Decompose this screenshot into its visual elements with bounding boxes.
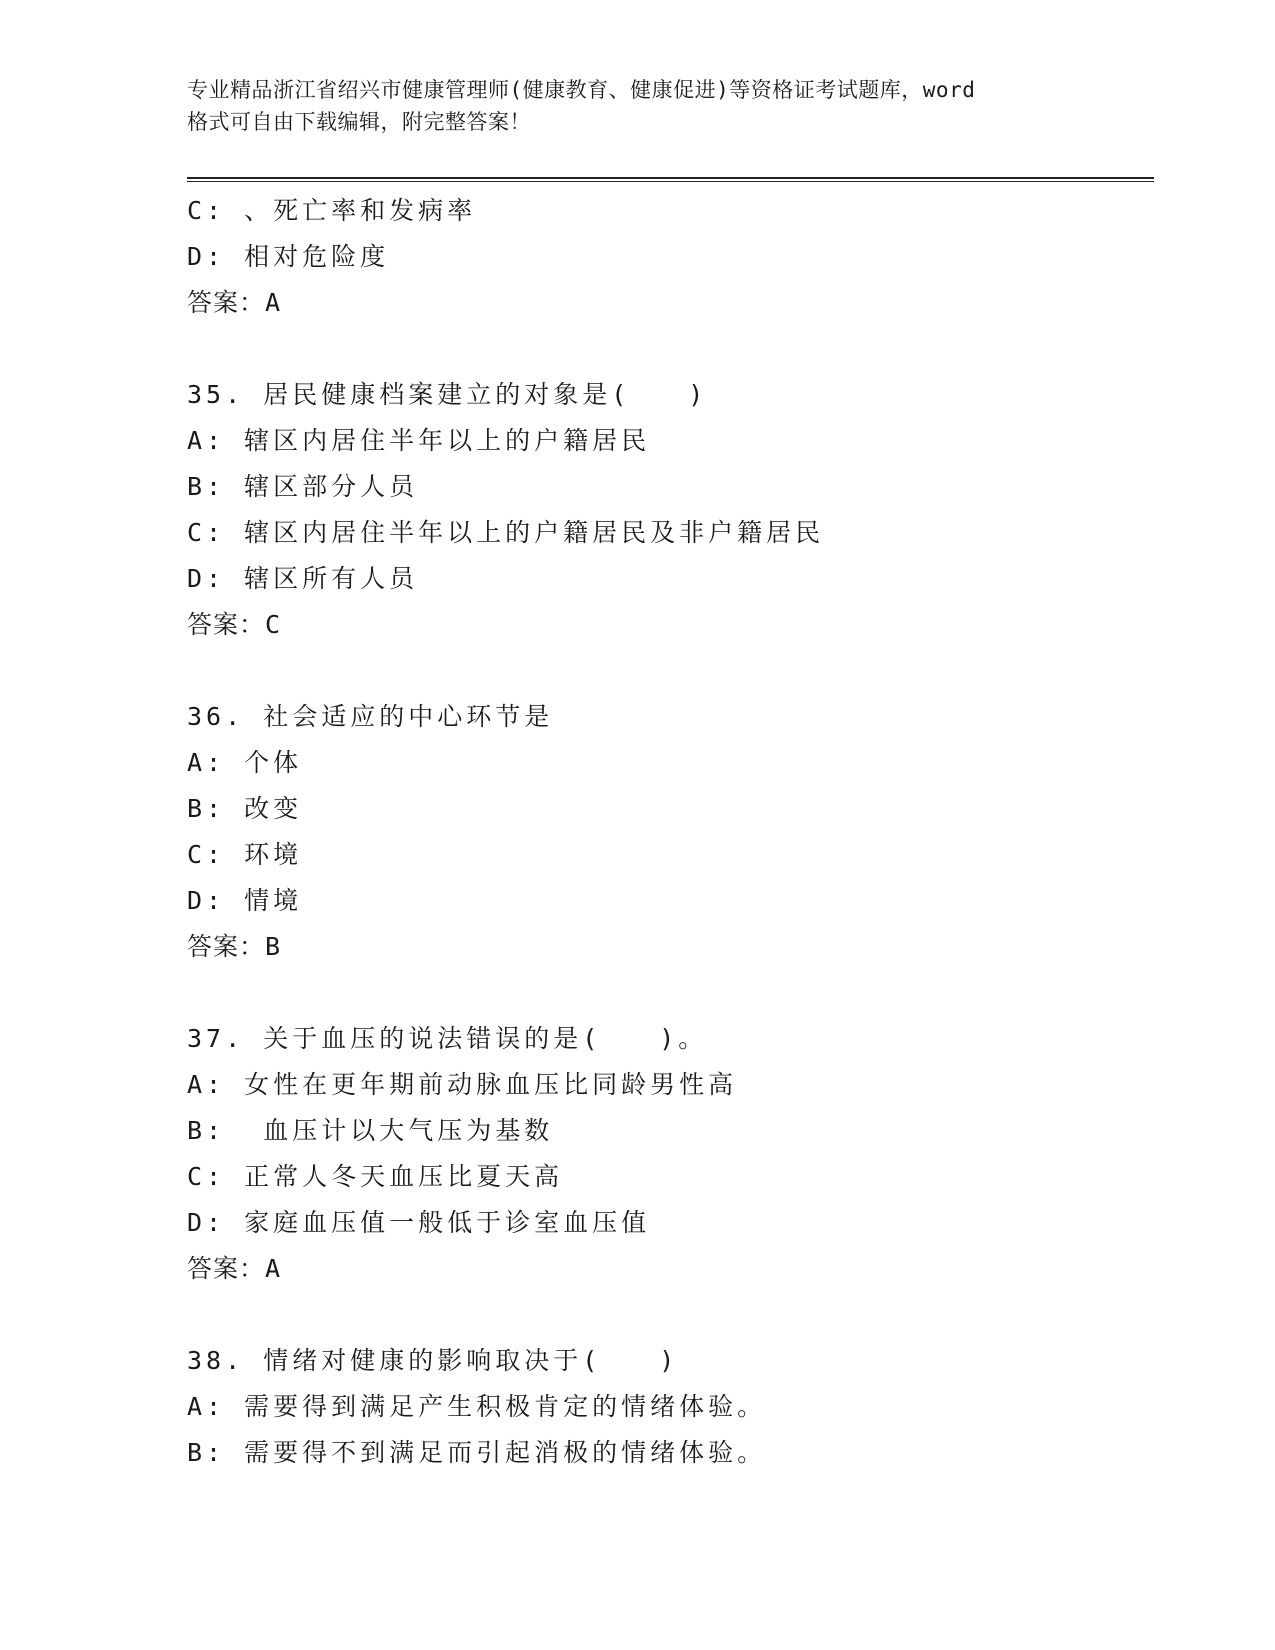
option-b: B: 辖区部分人员 xyxy=(187,472,419,501)
answer-label: 答案： xyxy=(187,288,266,317)
answer-line xyxy=(187,1246,1147,1292)
option-d: D: 相对危险度 xyxy=(187,242,390,271)
answer-value: B xyxy=(265,932,282,961)
answer-line xyxy=(187,280,1147,326)
answer-label: 答案： xyxy=(187,610,266,639)
answer-line xyxy=(187,924,1147,970)
option-d: D: 辖区所有人员 xyxy=(187,564,419,593)
question-34-tail xyxy=(187,188,1147,326)
answer-value: A xyxy=(265,288,282,317)
question-stem: 37. 关于血压的说法错误的是( )。 xyxy=(187,1024,708,1053)
answer-label: 答案： xyxy=(187,1254,266,1283)
question-stem: 36. 社会适应的中心环节是 xyxy=(187,702,554,731)
answer-value: C xyxy=(265,610,282,639)
question-37 xyxy=(187,1016,1147,1292)
header-line-1: 专业精品浙江省绍兴市健康管理师(健康教育、健康促进)等资格证考试题库，word xyxy=(187,78,976,102)
question-stem: 38. 情绪对健康的影响取决于( ) xyxy=(187,1346,679,1375)
option-b: B: 需要得不到满足而引起消极的情绪体验。 xyxy=(187,1438,767,1467)
header-divider xyxy=(187,177,1154,182)
option-a: A: 个体 xyxy=(187,748,303,777)
question-35 xyxy=(187,372,1147,648)
option-c: C: 正常人冬天血压比夏天高 xyxy=(187,1162,564,1191)
option-b: B: 改变 xyxy=(187,794,303,823)
option-d: D: 家庭血压值一般低于诊室血压值 xyxy=(187,1208,651,1237)
option-a: A: 辖区内居住半年以上的户籍居民 xyxy=(187,426,651,455)
option-c: C: 、死亡率和发病率 xyxy=(187,196,477,225)
option-c: C: 环境 xyxy=(187,840,303,869)
question-stem: 35. 居民健康档案建立的对象是( ) xyxy=(187,380,708,409)
header-line-2: 格式可自由下载编辑，附完整答案！ xyxy=(187,110,531,134)
answer-label: 答案： xyxy=(187,932,266,961)
option-d: D: 情境 xyxy=(187,886,303,915)
option-c: C: 辖区内居住半年以上的户籍居民及非户籍居民 xyxy=(187,518,825,547)
answer-line xyxy=(187,602,1147,648)
answer-value: A xyxy=(265,1254,282,1283)
option-b: B: 血压计以大气压为基数 xyxy=(187,1116,554,1145)
page-header xyxy=(187,74,1087,138)
question-list xyxy=(187,188,1147,1476)
question-38 xyxy=(187,1338,1147,1476)
option-a: A: 女性在更年期前动脉血压比同龄男性高 xyxy=(187,1070,738,1099)
question-36 xyxy=(187,694,1147,970)
option-a: A: 需要得到满足产生积极肯定的情绪体验。 xyxy=(187,1392,767,1421)
